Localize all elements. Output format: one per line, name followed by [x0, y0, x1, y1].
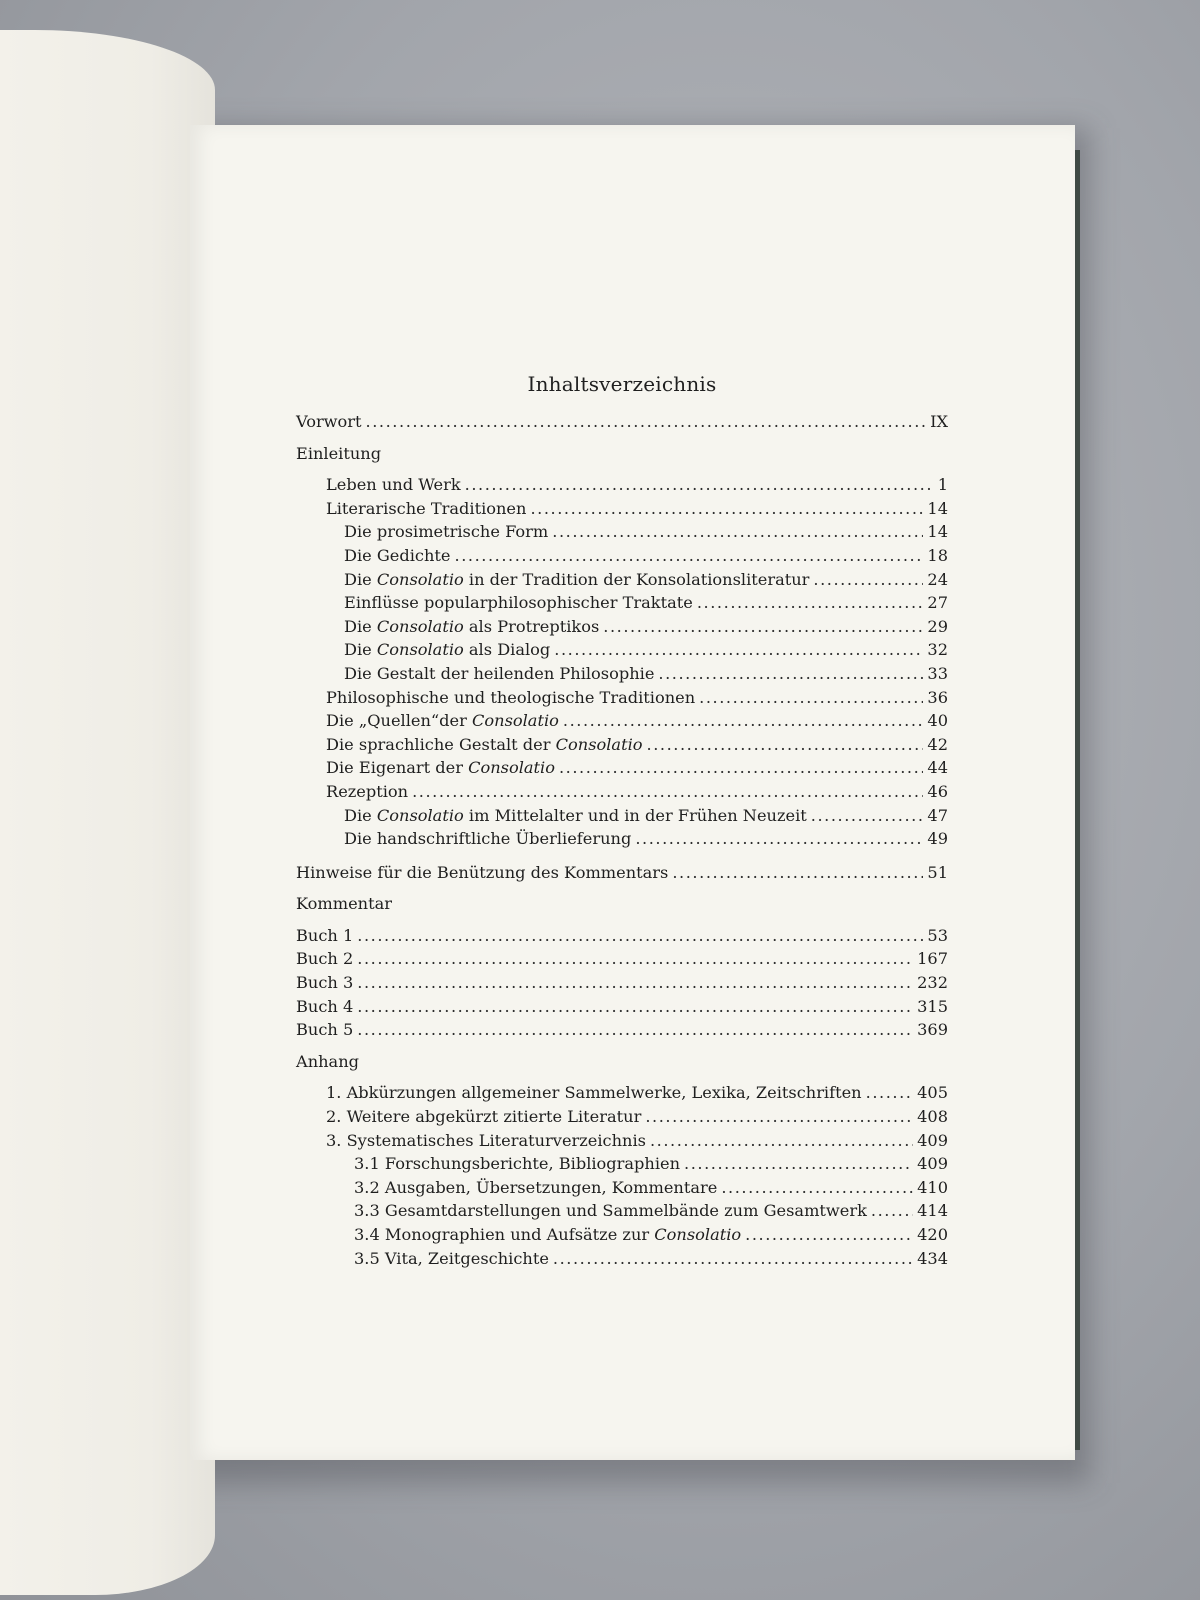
toc-title: Inhaltsverzeichnis [527, 372, 717, 396]
left-page-bleedthrough [0, 30, 215, 1595]
toc-entry-mittelalter: Die Consolatio im Mittelalter und in der Frühen Neuzeit . . . 47 [296, 804, 948, 828]
toc-section-anhang: Anhang [296, 1051, 359, 1071]
toc-entry-philosophische: Philosophische und theologische Traditionen . . . 36 [296, 686, 948, 710]
toc-entry-gedichte: Die Gedichte . . . 18 [296, 544, 948, 568]
toc-entry-buch-2: Buch 2 . . . 167 [296, 947, 948, 971]
toc-section-kommentar: Kommentar [296, 894, 393, 914]
toc-entry-traditionen: Literarische Traditionen . . . 14 [296, 497, 948, 521]
toc-entry-buch-1: Buch 1 . . . 53 [296, 924, 948, 948]
table-of-contents [296, 372, 948, 1270]
toc-entry-anhang-3-4: 3.4 Monographien und Aufsätze zur Consolatio . . . 420 [296, 1223, 948, 1247]
toc-entry-buch-4: Buch 4 . . . 315 [296, 995, 948, 1019]
toc-entry-anhang-3: 3. Systematisches Literaturverzeichnis . . . 409 [296, 1129, 948, 1153]
toc-entry-anhang-3-5: 3.5 Vita, Zeitgeschichte . . . 434 [296, 1247, 948, 1271]
toc-entry-protreptikos: Die Consolatio als Protreptikos . . . 29 [296, 615, 948, 639]
toc-entry-einfluesse: Einflüsse popularphilosophischer Traktate . . . 27 [296, 591, 948, 615]
toc-entry-ueberlieferung: Die handschriftliche Überlieferung . . . 49 [296, 827, 948, 851]
toc-entry-eigenart: Die Eigenart der Consolatio . . . 44 [296, 756, 948, 780]
toc-entry-gestalt-philosophie: Die Gestalt der heilenden Philosophie . . . 33 [296, 662, 948, 686]
toc-entry-anhang-3-3: 3.3 Gesamtdarstellungen und Sammelbände zum Gesamtwerk . . . 414 [296, 1199, 948, 1223]
toc-entry-anhang-2: 2. Weitere abgekürzt zitierte Literatur . . . 408 [296, 1105, 948, 1129]
toc-entry-anhang-3-2: 3.2 Ausgaben, Übersetzungen, Kommentare . . . 410 [296, 1176, 948, 1200]
toc-entry-buch-5: Buch 5 . . . 369 [296, 1018, 948, 1042]
toc-entry-quellen: Die „Quellen“der Consolatio . . . 40 [296, 709, 948, 733]
toc-entry-leben: Leben und Werk . . . 1 [296, 473, 948, 497]
toc-entry-anhang-1: 1. Abkürzungen allgemeiner Sammelwerke, Lexika, Zeitschriften . . . 405 [296, 1081, 948, 1105]
toc-entry-sprachlich: Die sprachliche Gestalt der Consolatio . . . 42 [296, 733, 948, 757]
toc-entry-buch-3: Buch 3 . . . 232 [296, 971, 948, 995]
toc-entry-dialog: Die Consolatio als Dialog . . . 32 [296, 638, 948, 662]
toc-entry-rezeption: Rezeption . . . 46 [296, 780, 948, 804]
toc-entry-prosimetrisch: Die prosimetrische Form . . . 14 [296, 520, 948, 544]
left-page [0, 30, 215, 1595]
toc-entry-konsolation: Die Consolatio in der Tradition der Konsolationsliteratur . . . 24 [296, 568, 948, 592]
toc-entry-vorwort: Vorwort . . . IX [296, 410, 948, 434]
toc-entry-hinweise: Hinweise für die Benützung des Kommentars . . . 51 [296, 861, 948, 885]
toc-section-einleitung: Einleitung [296, 443, 382, 463]
toc-entry-anhang-3-1: 3.1 Forschungsberichte, Bibliographien . . . 409 [296, 1152, 948, 1176]
